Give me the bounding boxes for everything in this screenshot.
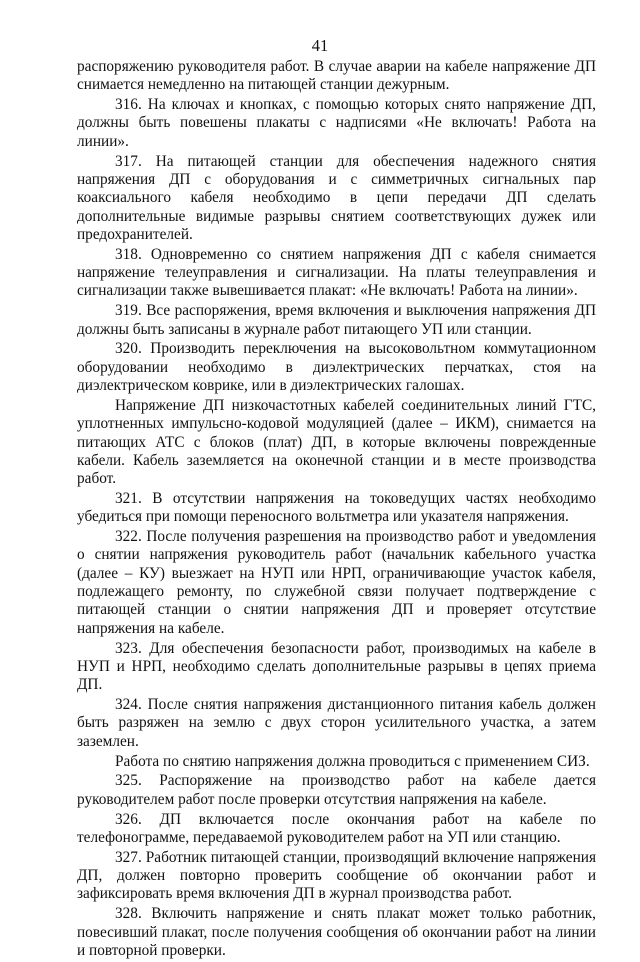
- paragraph-324: 324. После снятия напряжения дистанционного питания кабель должен быть разряжен на землю с двух сторон усилительного участка, а затем заземлен.: [77, 696, 596, 750]
- paragraph-327: 327. Работник питающей станции, производящий включение напряжения ДП, должен повторно проверить сообщение об окончании работ и зафиксировать время включения ДП в журнал производства работ.: [77, 848, 596, 903]
- paragraph-325: 325. Распоряжение на производство работ на кабеле дается руководителем работ после проверки отсутствия напряжения на кабеле.: [77, 772, 596, 808]
- paragraph-328: 328. Включить напряжение и снять плакат может только работник, повесивший плакат, после получения сообщения об окончании работ на линии и повторной проверки.: [77, 905, 596, 959]
- paragraph-continuation: распоряжению руководителя работ. В случае аварии на кабеле напряжение ДП снимается немедленно на питающей станции дежурным.: [77, 58, 596, 94]
- paragraph-318: 318. Одновременно со снятием напряжения ДП с кабеля снимается напряжение телеуправления и сигнализации. На платы телеуправления и сигнализации также вывешивается плакат: «Не включать! Работа на линии».: [77, 245, 596, 300]
- paragraph-316: 316. На ключах и кнопках, с помощью которых снято напряжение ДП, должны быть повешены плакаты с надписями «Не включать! Работа на линии».: [77, 96, 596, 150]
- paragraph-321: 321. В отсутствии напряжения на токоведущих частях необходимо убедиться при помощи переносного вольтметра или указателя напряжения.: [77, 489, 596, 526]
- paragraph-322: 322. После получения разрешения на производство работ и уведомления о снятии напряжения руководитель работ (начальник кабельного участка (далее – КУ) выезжает на НУП или НРП, ограничивающие участок кабеля, подлежащего ремонту, по служебной связи получает подтверждение с питающей станции о снятии напряжения ДП и проверяет отсутствие напряжения на кабеле.: [77, 528, 596, 637]
- paragraph-319: 319. Все распоряжения, время включения и выключения напряжения ДП должны быть записаны в журнале работ питающего УП или станции.: [77, 302, 596, 338]
- paragraph-317: 317. На питающей станции для обеспечения надежного снятия напряжения ДП с оборудования и с симметричных сигнальных пар коаксиального кабеля необходимо в цепи передачи ДП сделать дополнительные видимые разрывы снятием соответствующих дужек или предохранителей.: [77, 152, 596, 243]
- paragraph-323: 323. Для обеспечения безопасности работ, производимых на кабеле в НУП и НРП, необходимо сделать дополнительные разрывы в цепях приема ДП.: [77, 639, 596, 694]
- paragraph-326: 326. ДП включается после окончания работ на кабеле по телефонограмме, передаваемой руководителем работ на УП или станцию.: [77, 810, 596, 846]
- paragraph-320-ikm: Напряжение ДП низкочастотных кабелей соединительных линий ГТС, уплотненных импульсно-кодовой модуляцией (далее – ИКМ), снимается на питающих АТС с блоков (плат) ДП, в которые включены поврежденные кабели. Кабель заземляется на оконечной станции и в месте производства работ.: [77, 396, 596, 488]
- page-number: 41: [311, 36, 329, 55]
- document-body: [77, 58, 596, 962]
- paragraph-320: 320. Производить переключения на высоковольтном коммутационном оборудовании необходимо в диэлектрических перчатках, стоя на диэлектрическом коврике, или в диэлектрических галошах.: [77, 340, 596, 395]
- paragraph-324-siz: Работа по снятию напряжения должна проводиться с применением СИЗ.: [115, 752, 590, 770]
